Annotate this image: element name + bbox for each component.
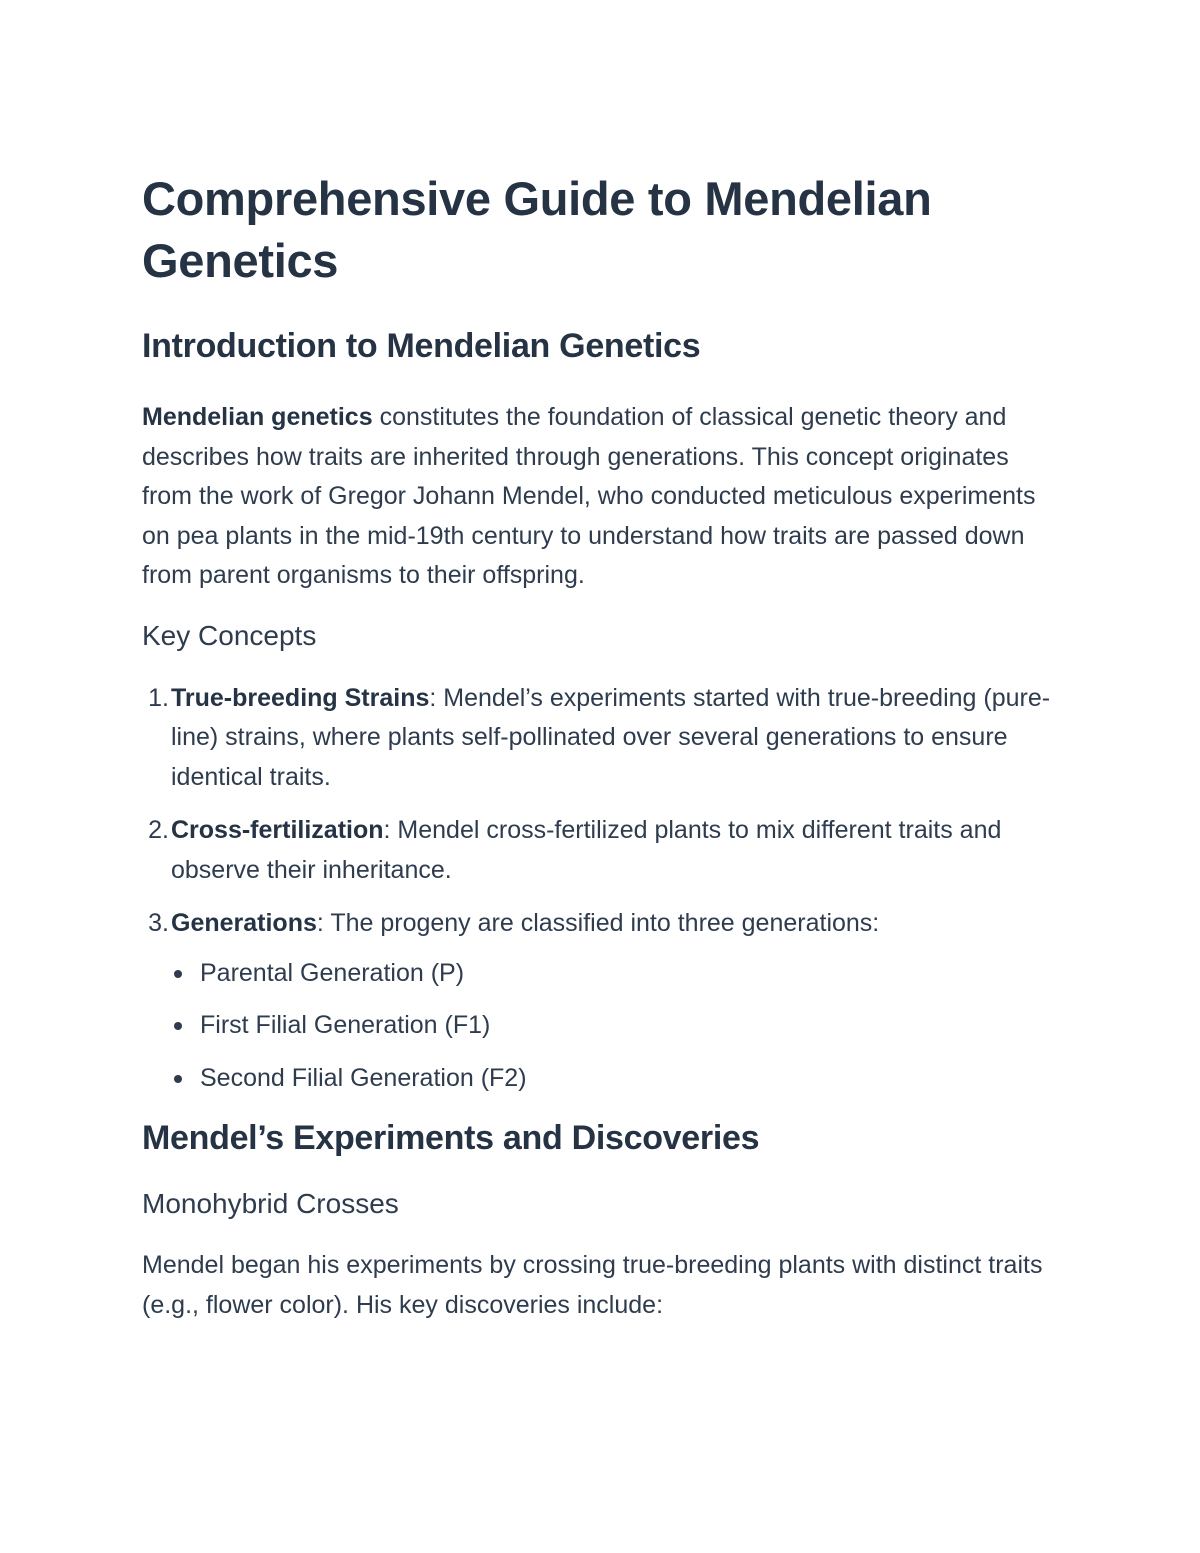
heading-monohybrid-crosses: Monohybrid Crosses [142,1188,399,1219]
bullet-icon [174,970,182,978]
key-concepts-list [142,679,1060,1099]
list-item [148,679,1060,798]
list-item-text: : Mendel’s experiments started with true-breeding (pure-line) strains, where plants self-pollinated over several generations to ensure identical traits. [171,683,1051,791]
list-item-number: 1. [148,683,169,712]
sublist-item-text: Second Filial Generation (F2) [200,1063,527,1092]
list-item-number: 3. [148,909,169,937]
bullet-icon [174,1022,182,1030]
document-title: Comprehensive Guide to Mendelian Genetics [142,172,932,287]
sublist-item-text: First Filial Generation (F1) [200,1011,491,1039]
intro-text: constitutes the foundation of classical genetic theory and describes how traits are inherited through generations. This concept originates from the work of Gregor Johann Mendel, who conducted meticulous experiments on pea plants in the mid-19th century to understand how traits are passed down from parent organisms to their offspring. [142,403,1036,589]
monohybrid-paragraph: Mendel began his experiments by crossing true-breeding plants with distinct traits (e.g., flower color). His key discoveries include: [142,1251,1043,1319]
sublist-item [200,1059,1060,1099]
list-item-text: : Mendel cross-fertilized plants to mix different traits and observe their inheritance. [171,816,1002,884]
sublist-item-text: Parental Generation (P) [200,958,465,987]
sublist-item [200,1006,1060,1046]
generations-sublist [171,954,1060,1099]
list-item-term: True-breeding Strains [171,683,430,712]
heading-introduction: Introduction to Mendelian Genetics [142,327,701,365]
heading-key-concepts: Key Concepts [142,619,317,651]
list-item-text: : The progeny are classified into three generations: [316,909,880,937]
intro-bold-term: Mendelian genetics [142,403,373,431]
list-item-term: Cross-fertilization [171,816,384,844]
sublist-item [200,954,1060,994]
list-item [148,904,1060,1098]
list-item-number: 2. [148,816,169,844]
bullet-icon [174,1075,182,1083]
list-item-term: Generations [171,909,317,937]
heading-experiments: Mendel’s Experiments and Discoveries [142,1119,760,1157]
list-item [148,811,1060,890]
intro-paragraph [142,398,1060,596]
